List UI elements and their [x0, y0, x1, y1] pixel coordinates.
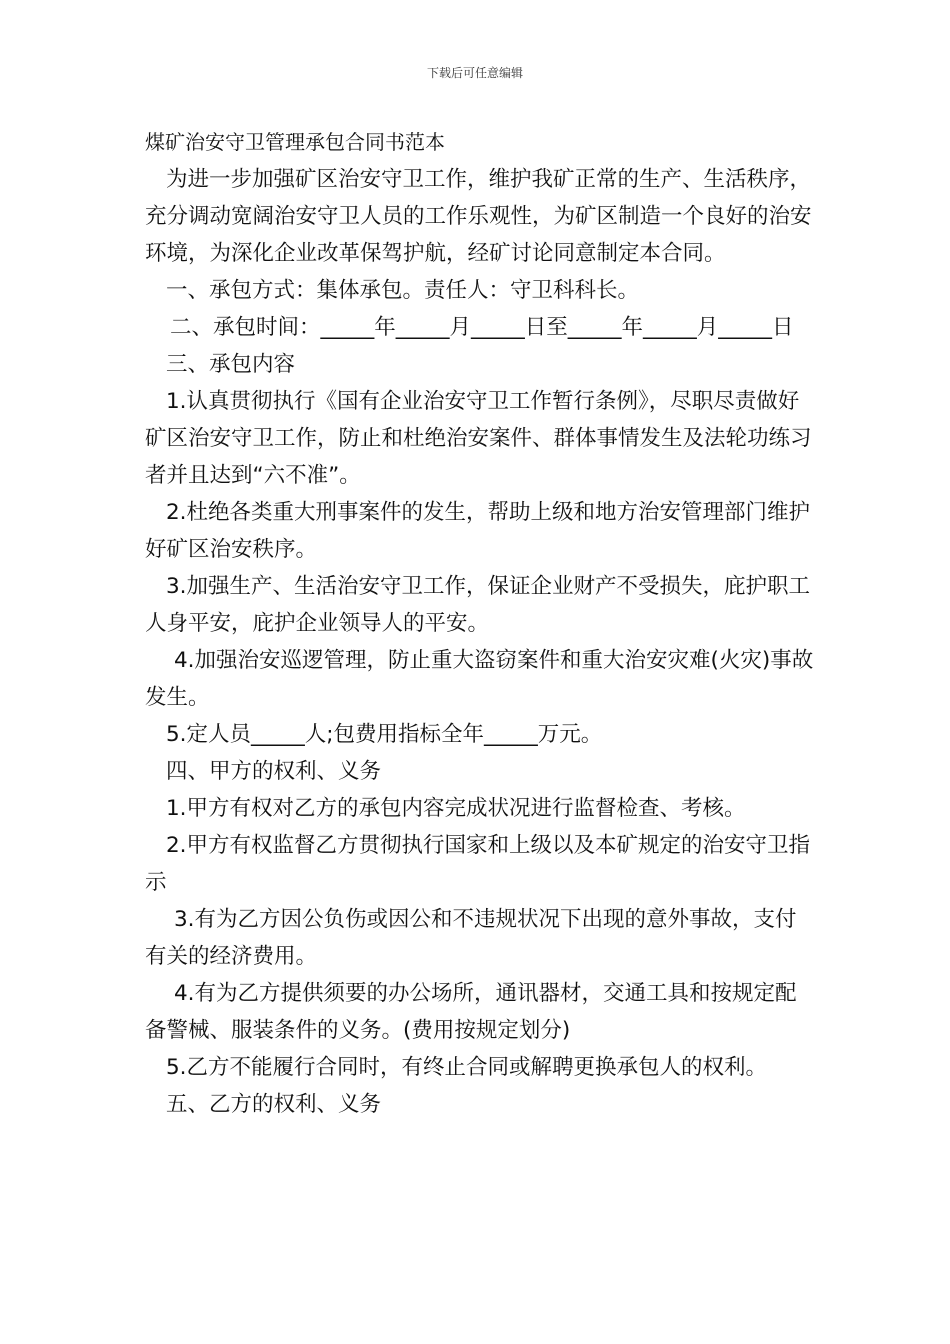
section-4-item-4: 4.有为乙方提供须要的办公场所，通讯器材，交通工具和按规定配备警械、服装条件的义务。(费用按规定划分): [145, 981, 797, 1043]
section-3-item-3: 3.加强生产、生活治安守卫工作，保证企业财产不受损失，庇护职工人身平安，庇护企业领导人的平安。: [145, 574, 811, 636]
intro-paragraph: 为进一步加强矿区治安守卫工作，维护我矿正常的生产、生活秩序，充分调动宽阔治安守卫人员的工作乐观性，为矿区制造一个良好的治安环境，为深化企业改革保驾护航，经矿讨论同意制定本合同。: [145, 167, 812, 266]
section-3-item-5: 5.定人员_____人;包费用指标全年_____万元。: [166, 722, 603, 747]
section-2-contract-period: 二、承包时间：_____年_____月_____日至_____年_____月_____日: [170, 315, 794, 340]
section-4-item-1: 1.甲方有权对乙方的承包内容完成状况进行监督检查、考核。: [166, 796, 746, 821]
document-title: 煤矿治安守卫管理承包合同书范本: [145, 130, 445, 154]
section-3-item-1: 1.认真贯彻执行《国有企业治安守卫工作暂行条例》，尽职尽责做好矿区治安守卫工作，防止和杜绝治安案件、群体事情发生及法轮功练习者并且达到“六不准”。: [145, 389, 812, 488]
section-5-heading: 五、乙方的权利、义务: [166, 1092, 382, 1117]
section-4-heading: 四、甲方的权利、义务: [166, 759, 382, 784]
section-4-item-2: 2.甲方有权监督乙方贯彻执行国家和上级以及本矿规定的治安守卫指示: [145, 833, 811, 895]
section-4-item-5: 5.乙方不能履行合同时，有终止合同或解聘更换承包人的权利。: [166, 1055, 768, 1080]
section-3-item-4: 4.加强治安巡逻管理，防止重大盗窃案件和重大治安灾难(火灾)事故发生。: [145, 648, 814, 710]
section-4-item-3: 3.有为乙方因公负伤或因公和不违规状况下出现的意外事故，支付有关的经济费用。: [145, 907, 797, 969]
document-body: [145, 124, 815, 1123]
section-3-item-2: 2.杜绝各类重大刑事案件的发生，帮助上级和地方治安管理部门维护好矿区治安秩序。: [145, 500, 811, 562]
section-3-heading: 三、承包内容: [166, 352, 296, 377]
section-1-contract-method: 一、承包方式：集体承包。责任人：守卫科科长。: [166, 278, 640, 303]
page-header-note: 下载后可任意编辑: [426, 66, 523, 80]
